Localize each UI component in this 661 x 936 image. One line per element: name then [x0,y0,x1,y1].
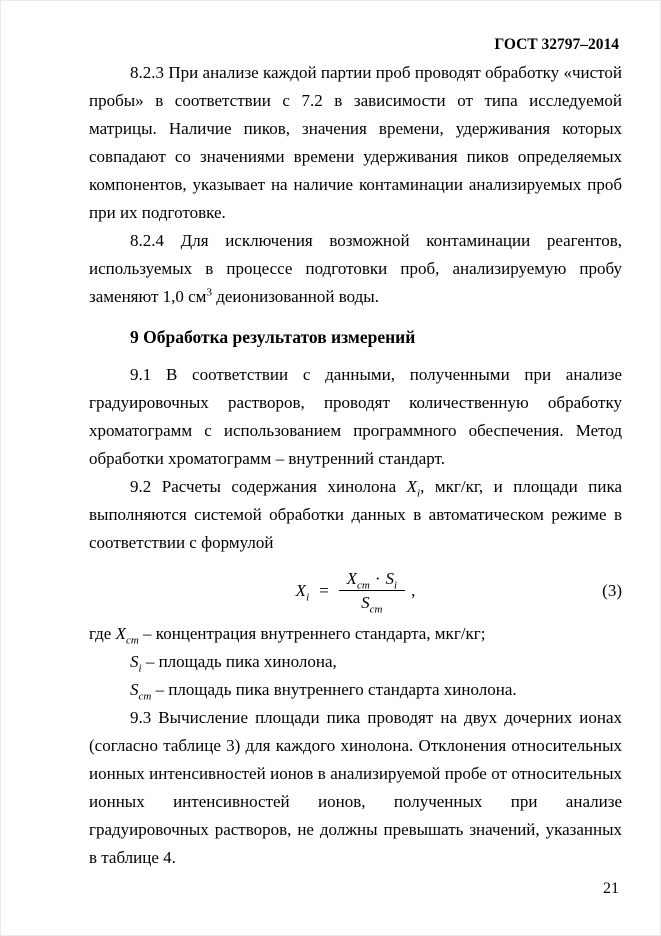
paragraph-9-2 [89,473,622,557]
numerator-var-2: S [385,569,394,588]
where-2-subscript: i [138,662,142,675]
fraction-numerator [339,567,405,591]
variable-x: Х [406,477,418,496]
formula-expression [296,567,416,614]
equals-sign: = [318,580,330,600]
paragraph-8-2-3: 8.2.3 При анализе каждой партии проб проводят обработку «чистой пробы» в соответствии с 7.2 в зависимости от типа исследуемой матрицы. Наличие пиков, значения времени, удерживания которых совпадают со значениями времени удерживания пиков определяемых компонентов, указывает на наличие контаминации анализируемых проб при их подготовке. [89,63,622,222]
where-keyword: где [89,624,116,643]
paragraph-9-3: 9.3 Вычисление площади пика проводят на двух дочерних ионах (согласно таблице 3) для каждого хинолона. Отклонения относительных ионных интенсивностей ионов в анализируемой пробе от относительных ионных интенсивностей ионов, полученных при анализе градуировочных растворов, не должны превышать значений, указанных в таблице 4. [89,708,622,867]
fraction-denominator [353,591,390,614]
formula-lhs-subscript: i [306,590,310,603]
formula-lhs-var: Х [295,580,307,600]
formula-comma: , [411,580,416,600]
page-number: 21 [603,880,619,897]
paragraph-9-1: 9.1 В соответствии с данными, полученными при анализе градуировочных растворов, проводят количественную обработку хроматограмм с использованием программного обеспечения. Метод обработки хроматограмм – внутренний стандарт. [89,365,622,468]
section-9-heading: 9 Обработка результатов измерений [130,327,416,347]
variable-x-subscript: i [417,487,421,500]
where-line-2 [89,648,622,676]
denominator-var: S [361,593,370,612]
where-2-text: – площадь пика хинолона, [141,652,337,671]
numerator-var-1: Х [346,569,357,588]
doc-number: ГОСТ 32797–2014 [494,36,619,53]
where-2-var: S [130,652,139,671]
equation-number: (3) [602,580,622,600]
where-line-1 [89,620,622,648]
paragraph-9-2-tail: , мкг/кг, и площади пика выполняются системой обработки данных в автоматическом режиме в соответствии с формулой [89,477,622,552]
fraction [339,567,405,614]
numerator-sub-2: i [394,579,398,592]
cubic-cm-superscript: 3 [206,286,212,299]
where-3-var: S [130,680,139,699]
numerator-sub-1: ст [357,579,370,592]
where-line-3 [89,676,622,704]
paragraph-9-2-text: 9.2 Расчеты содержания хинолона [130,477,407,496]
denominator-sub: ст [369,603,383,616]
formula-3 [89,567,622,614]
where-1-subscript: ст [125,634,139,647]
paragraph-8-2-4 [89,227,622,311]
where-3-text: – площадь пика внутреннего стандарта хинолона. [151,680,517,699]
where-3-subscript: ст [138,690,152,703]
paragraph-8-2-4-text: 8.2.4 Для исключения возможной контаминации реагентов, используемых в процессе подготовки проб, анализируемую пробу заменяют 1,0 см [89,231,622,306]
where-1-var: Х [115,624,126,643]
formula-lhs [296,577,309,605]
doc-header [89,35,619,55]
paragraph-8-2-4-tail: деионизованной воды. [211,287,379,306]
multiplication-dot: · [374,569,381,588]
where-1-text: – концентрация внутреннего стандарта, мкг/кг; [138,624,486,643]
page-content [89,59,622,872]
